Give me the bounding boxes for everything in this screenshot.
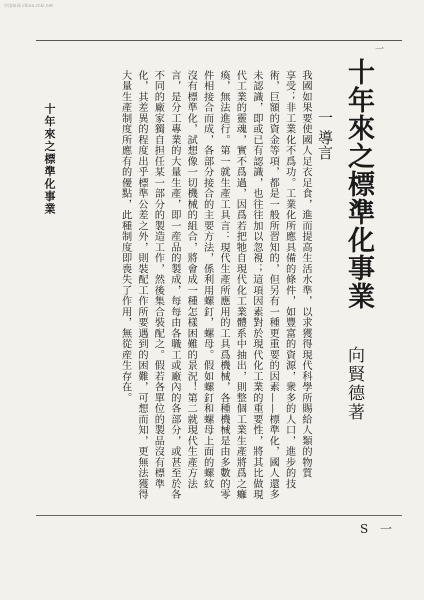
article-title: 十年來之標準化事業 (343, 58, 374, 310)
body-column: 享受；非工業化不爲功。工業化所應具備的條件，如豐富的資源，衆多的人口，進步的技 (283, 70, 295, 490)
body-column: 我國如果要使國人足衣足食，進而提高生活水準，以求獲得現代科學所賜給人類的物質 (300, 70, 311, 479)
body-column: 沒有標準化，試想像一切機械的組合，將會成一種怎樣困難的景況！第二就現代生產方法 (185, 70, 197, 490)
top-rule (36, 40, 402, 41)
body-column: 大量生產制度所應有的優點，此種制度即喪失了作用，無從産生存在。 (119, 70, 131, 404)
body-column: 未認識，即或已有認識，也往往加以忽視；這項因素對於現代化工業的重要性，將其比做現 (250, 70, 262, 500)
page-number: S 一 (359, 522, 396, 536)
section-heading: 一 導言 (316, 110, 334, 160)
author-name: 向賢德著 (344, 346, 364, 422)
body-column: 瘓，無法進行。第一就生產工具言：現代生產所應用的工具爲機械，各種機械是由多數的零 (218, 70, 229, 500)
top-mark: 一 (374, 45, 384, 55)
bottom-rule (36, 515, 402, 516)
body-column: 化，其差異的程度出乎標準公差之外，則裝配工作所要遇到的困難，可想而知，更無法獲得 (136, 70, 147, 500)
body-column: 件相接合而成，各部分接合的主要方法，係利用螺釘，螺母。假如螺釘和螺母上面的螺紋 (201, 70, 213, 490)
body-column: 代工業的靈魂，實不爲過，因爲若把牠自現代化工業體系中抽出，則整個工業生產將爲之癱 (234, 70, 246, 500)
watermark: 中国知网 china.cnki.net (4, 3, 54, 8)
body-column: 術，巨額的資金等項，都是一般所習知的，但另有一種更重要的因素——標準化，國人還多 (267, 70, 279, 500)
body-column: 不同的廠家獨自担任某一部分的製造工作，然後集合裝配之。假若各單位的製品沒有標準 (152, 70, 164, 490)
body-column: 言，是分工專業的大量生產，即一産品的製成，每每由各職工或廠內的各部分，或甚至於各 (168, 70, 180, 500)
running-head: 十年來之標準化事業 (43, 103, 56, 216)
